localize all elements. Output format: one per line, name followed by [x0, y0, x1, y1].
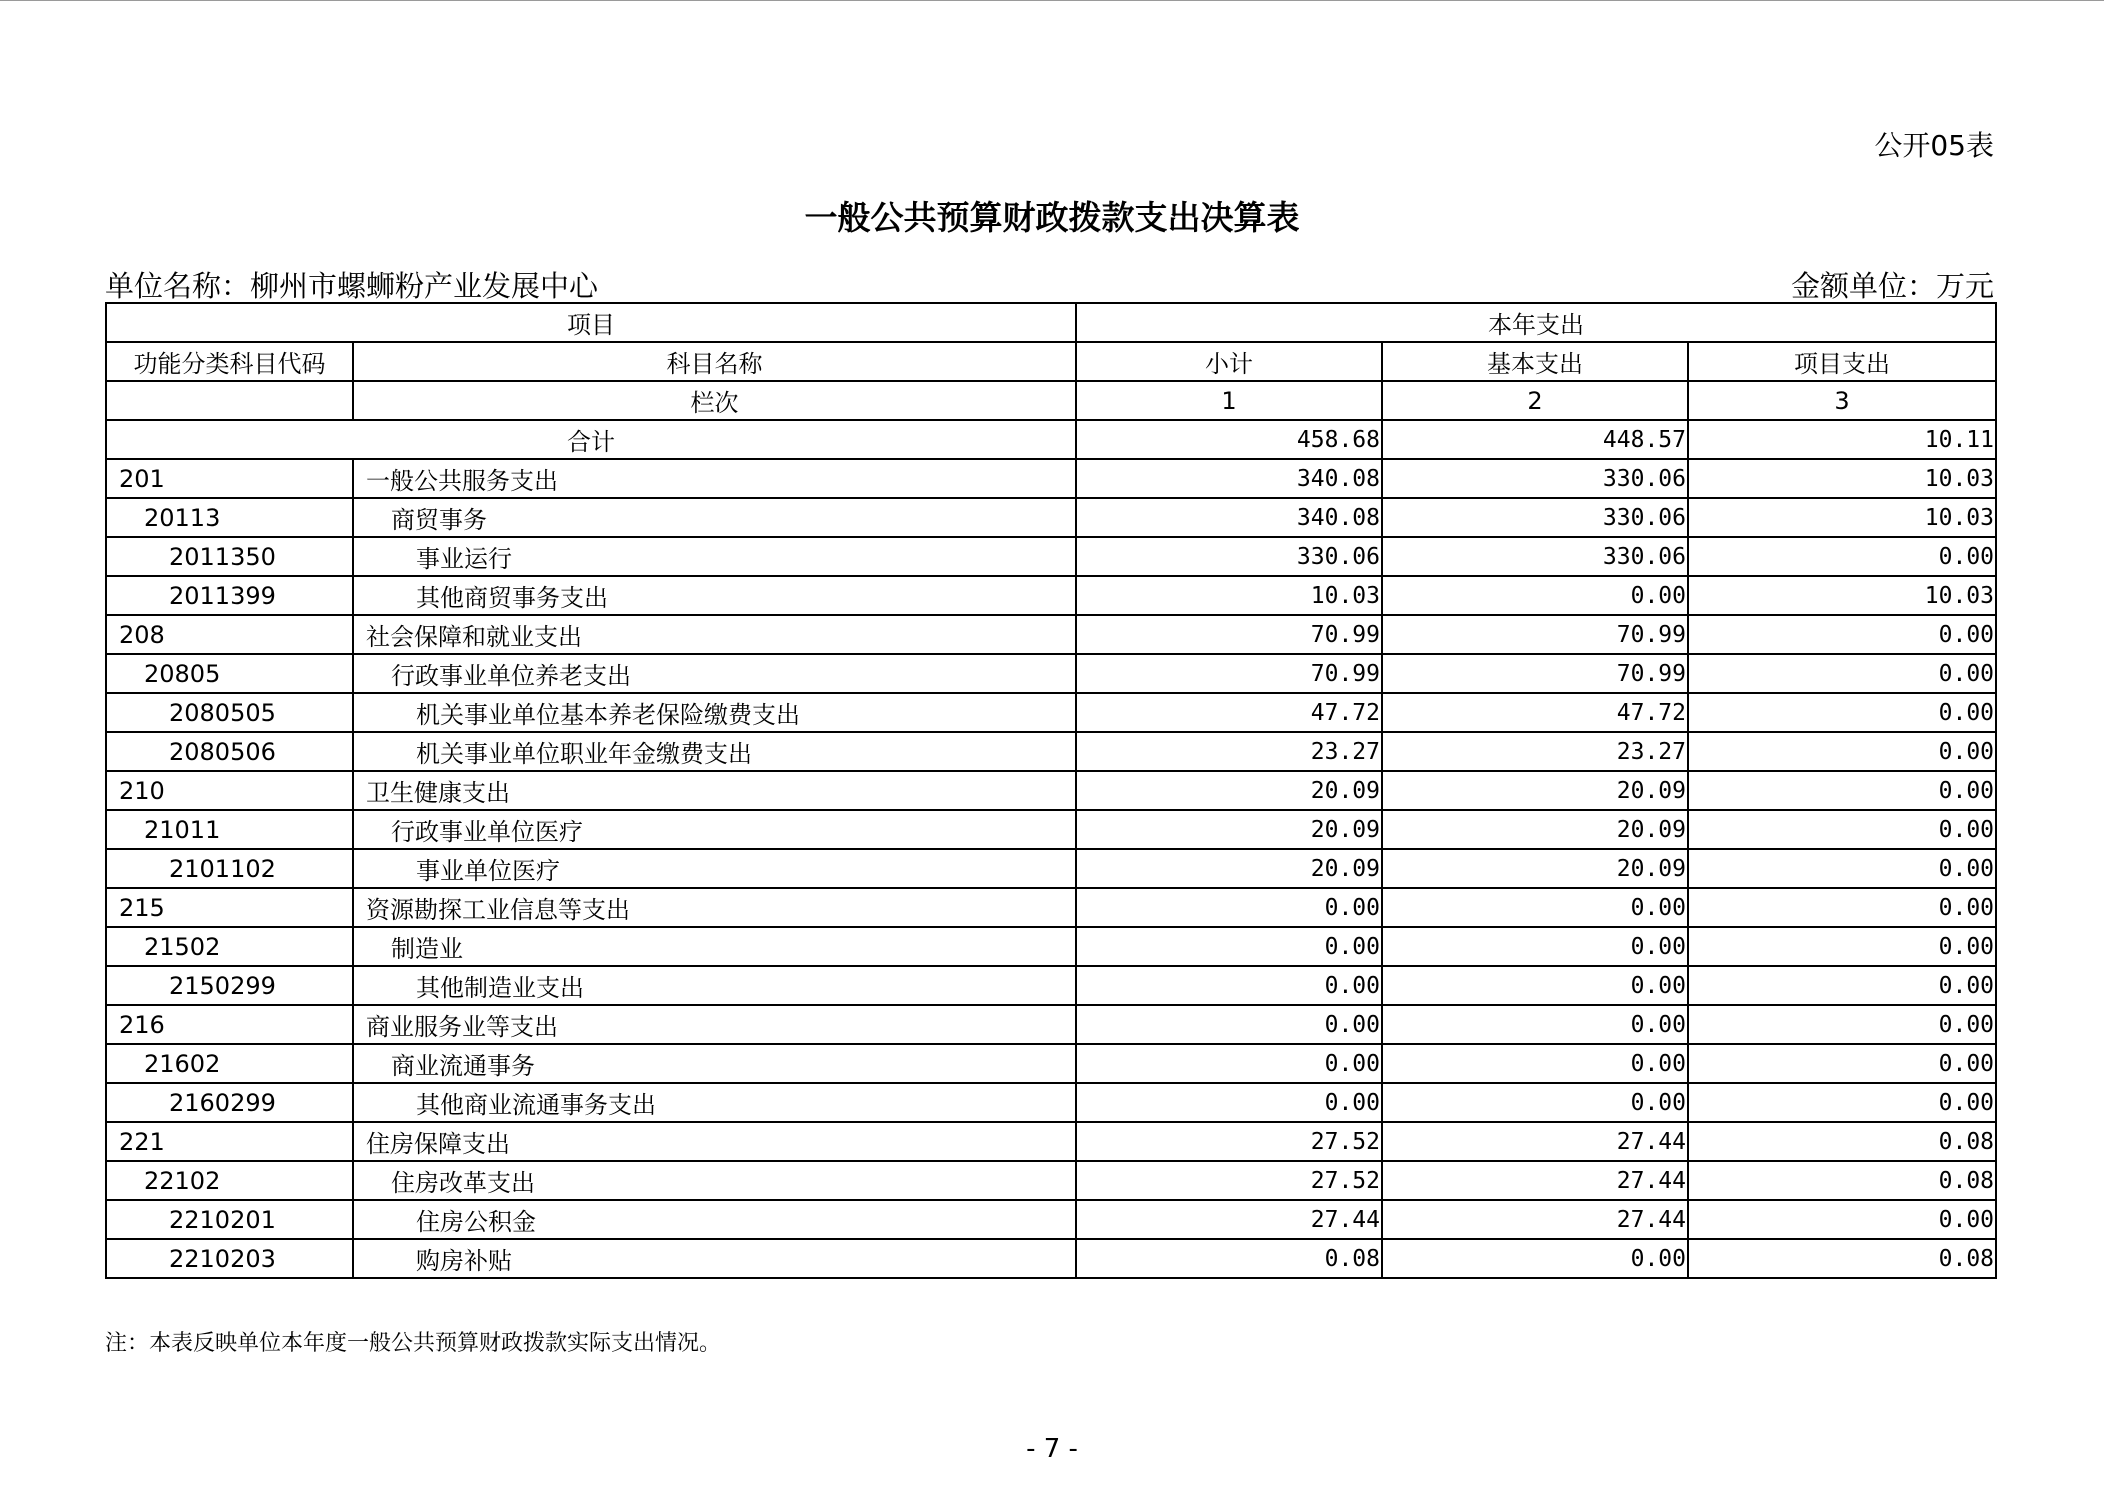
row-basic: 0.00: [1382, 1044, 1688, 1083]
table-row: [106, 1122, 1996, 1161]
header-row-2: [106, 342, 1996, 381]
row-project: 0.00: [1688, 693, 1996, 732]
total-row: [106, 420, 1996, 459]
row-subtotal: 0.00: [1076, 1044, 1382, 1083]
unit-name: 单位名称：柳州市螺蛳粉产业发展中心: [105, 269, 599, 303]
table-row: [106, 966, 1996, 1005]
table-row: [106, 849, 1996, 888]
table-row: [106, 771, 1996, 810]
budget-table: [105, 302, 1997, 1279]
row-code: 21502: [106, 927, 353, 966]
row-subject-name: 购房补贴: [353, 1239, 1076, 1278]
row-subject-name: 事业运行: [353, 537, 1076, 576]
row-basic: 20.09: [1382, 810, 1688, 849]
row-code: 22102: [106, 1161, 353, 1200]
row-subject-name: 制造业: [353, 927, 1076, 966]
page-title: 一般公共预算财政拨款支出决算表: [804, 198, 1300, 237]
row-code: 20113: [106, 498, 353, 537]
row-subject-name: 一般公共服务支出: [353, 459, 1076, 498]
row-code: 21011: [106, 810, 353, 849]
row-basic: 27.44: [1382, 1122, 1688, 1161]
row-basic: 0.00: [1382, 888, 1688, 927]
row-subject-name: 社会保障和就业支出: [353, 615, 1076, 654]
row-subtotal: 70.99: [1076, 615, 1382, 654]
row-project: 0.00: [1688, 810, 1996, 849]
row-subject-name: 行政事业单位医疗: [353, 810, 1076, 849]
row-subject-name: 其他制造业支出: [353, 966, 1076, 1005]
row-subject-name: 商业服务业等支出: [353, 1005, 1076, 1044]
row-subtotal: 0.00: [1076, 888, 1382, 927]
header-col3: 3: [1688, 381, 1996, 420]
page-number: - 7 -: [1026, 1434, 1078, 1464]
row-subtotal: 340.08: [1076, 498, 1382, 537]
row-project: 0.08: [1688, 1122, 1996, 1161]
row-subject-name: 住房保障支出: [353, 1122, 1076, 1161]
row-code: 216: [106, 1005, 353, 1044]
row-subtotal: 0.00: [1076, 1083, 1382, 1122]
row-subject-name: 其他商业流通事务支出: [353, 1083, 1076, 1122]
table-row: [106, 654, 1996, 693]
table-body: [106, 303, 1996, 1278]
row-project: 0.00: [1688, 537, 1996, 576]
row-project: 0.00: [1688, 615, 1996, 654]
row-project: 0.00: [1688, 732, 1996, 771]
row-subject-name: 住房改革支出: [353, 1161, 1076, 1200]
row-basic: 330.06: [1382, 498, 1688, 537]
row-project: 0.00: [1688, 849, 1996, 888]
row-subject-name: 住房公积金: [353, 1200, 1076, 1239]
table-row: [106, 1005, 1996, 1044]
table-row: [106, 810, 1996, 849]
table-row: [106, 537, 1996, 576]
table-row: [106, 732, 1996, 771]
total-basic: 448.57: [1382, 420, 1688, 459]
row-subtotal: 27.44: [1076, 1200, 1382, 1239]
header-blank: [106, 381, 353, 420]
row-basic: 20.09: [1382, 771, 1688, 810]
header-basic: 基本支出: [1382, 342, 1688, 381]
row-subject-name: 机关事业单位职业年金缴费支出: [353, 732, 1076, 771]
table-row: [106, 459, 1996, 498]
table-row: [106, 615, 1996, 654]
row-project: 0.00: [1688, 771, 1996, 810]
row-subtotal: 0.08: [1076, 1239, 1382, 1278]
row-subtotal: 340.08: [1076, 459, 1382, 498]
table-row: [106, 1044, 1996, 1083]
row-code: 2101102: [106, 849, 353, 888]
row-code: 2150299: [106, 966, 353, 1005]
row-subtotal: 10.03: [1076, 576, 1382, 615]
row-project: 0.00: [1688, 654, 1996, 693]
table-row: [106, 888, 1996, 927]
header-row-3: [106, 381, 1996, 420]
row-basic: 0.00: [1382, 966, 1688, 1005]
row-basic: 0.00: [1382, 1083, 1688, 1122]
row-project: 0.00: [1688, 966, 1996, 1005]
row-code: 2080506: [106, 732, 353, 771]
row-basic: 330.06: [1382, 459, 1688, 498]
header-item: 项目: [106, 303, 1076, 342]
row-project: 0.00: [1688, 927, 1996, 966]
header-code: 功能分类科目代码: [106, 342, 353, 381]
row-basic: 27.44: [1382, 1161, 1688, 1200]
row-subtotal: 20.09: [1076, 810, 1382, 849]
row-subtotal: 0.00: [1076, 927, 1382, 966]
row-code: 210: [106, 771, 353, 810]
row-code: 201: [106, 459, 353, 498]
row-project: 0.08: [1688, 1161, 1996, 1200]
row-basic: 23.27: [1382, 732, 1688, 771]
row-project: 0.08: [1688, 1239, 1996, 1278]
table-row: [106, 1083, 1996, 1122]
row-code: 2210203: [106, 1239, 353, 1278]
row-basic: 70.99: [1382, 615, 1688, 654]
table-row: [106, 693, 1996, 732]
row-project: 10.03: [1688, 459, 1996, 498]
row-project: 0.00: [1688, 1005, 1996, 1044]
header-current-year: 本年支出: [1076, 303, 1996, 342]
total-project: 10.11: [1688, 420, 1996, 459]
total-label: 合计: [106, 420, 1076, 459]
table-note: 注：本表反映单位本年度一般公共预算财政拨款实际支出情况。: [105, 1331, 722, 1356]
row-project: 10.03: [1688, 498, 1996, 537]
row-subject-name: 其他商贸事务支出: [353, 576, 1076, 615]
row-basic: 0.00: [1382, 1239, 1688, 1278]
row-basic: 0.00: [1382, 576, 1688, 615]
table-row: [106, 1200, 1996, 1239]
row-basic: 0.00: [1382, 927, 1688, 966]
row-subtotal: 20.09: [1076, 849, 1382, 888]
row-project: 0.00: [1688, 888, 1996, 927]
row-basic: 330.06: [1382, 537, 1688, 576]
table-row: [106, 1239, 1996, 1278]
row-code: 2080505: [106, 693, 353, 732]
table-row: [106, 927, 1996, 966]
row-basic: 70.99: [1382, 654, 1688, 693]
row-basic: 27.44: [1382, 1200, 1688, 1239]
table-row: [106, 498, 1996, 537]
row-project: 10.03: [1688, 576, 1996, 615]
row-project: 0.00: [1688, 1200, 1996, 1239]
row-subtotal: 47.72: [1076, 693, 1382, 732]
row-subtotal: 70.99: [1076, 654, 1382, 693]
row-code: 2011399: [106, 576, 353, 615]
row-subtotal: 330.06: [1076, 537, 1382, 576]
row-code: 20805: [106, 654, 353, 693]
row-subject-name: 商业流通事务: [353, 1044, 1076, 1083]
row-subject-name: 机关事业单位基本养老保险缴费支出: [353, 693, 1076, 732]
form-number: 公开05表: [1874, 129, 1994, 162]
row-subtotal: 20.09: [1076, 771, 1382, 810]
row-basic: 0.00: [1382, 1005, 1688, 1044]
header-subtotal: 小计: [1076, 342, 1382, 381]
amount-unit: 金额单位：万元: [1790, 269, 1994, 303]
row-subtotal: 0.00: [1076, 1005, 1382, 1044]
row-subject-name: 行政事业单位养老支出: [353, 654, 1076, 693]
row-code: 221: [106, 1122, 353, 1161]
row-subject-name: 事业单位医疗: [353, 849, 1076, 888]
header-col1: 1: [1076, 381, 1382, 420]
header-col2: 2: [1382, 381, 1688, 420]
row-subtotal: 0.00: [1076, 966, 1382, 1005]
row-basic: 47.72: [1382, 693, 1688, 732]
row-subtotal: 27.52: [1076, 1161, 1382, 1200]
header-project: 项目支出: [1688, 342, 1996, 381]
row-project: 0.00: [1688, 1044, 1996, 1083]
row-code: 2011350: [106, 537, 353, 576]
row-subtotal: 27.52: [1076, 1122, 1382, 1161]
row-code: 2160299: [106, 1083, 353, 1122]
row-subject-name: 商贸事务: [353, 498, 1076, 537]
total-subtotal: 458.68: [1076, 420, 1382, 459]
row-subtotal: 23.27: [1076, 732, 1382, 771]
row-basic: 20.09: [1382, 849, 1688, 888]
row-subject-name: 资源勘探工业信息等支出: [353, 888, 1076, 927]
table-row: [106, 576, 1996, 615]
row-code: 21602: [106, 1044, 353, 1083]
header-subject-name: 科目名称: [353, 342, 1076, 381]
row-code: 215: [106, 888, 353, 927]
header-row-1: [106, 303, 1996, 342]
row-code: 2210201: [106, 1200, 353, 1239]
table-row: [106, 1161, 1996, 1200]
header-column-order: 栏次: [353, 381, 1076, 420]
row-subject-name: 卫生健康支出: [353, 771, 1076, 810]
row-project: 0.00: [1688, 1083, 1996, 1122]
row-code: 208: [106, 615, 353, 654]
